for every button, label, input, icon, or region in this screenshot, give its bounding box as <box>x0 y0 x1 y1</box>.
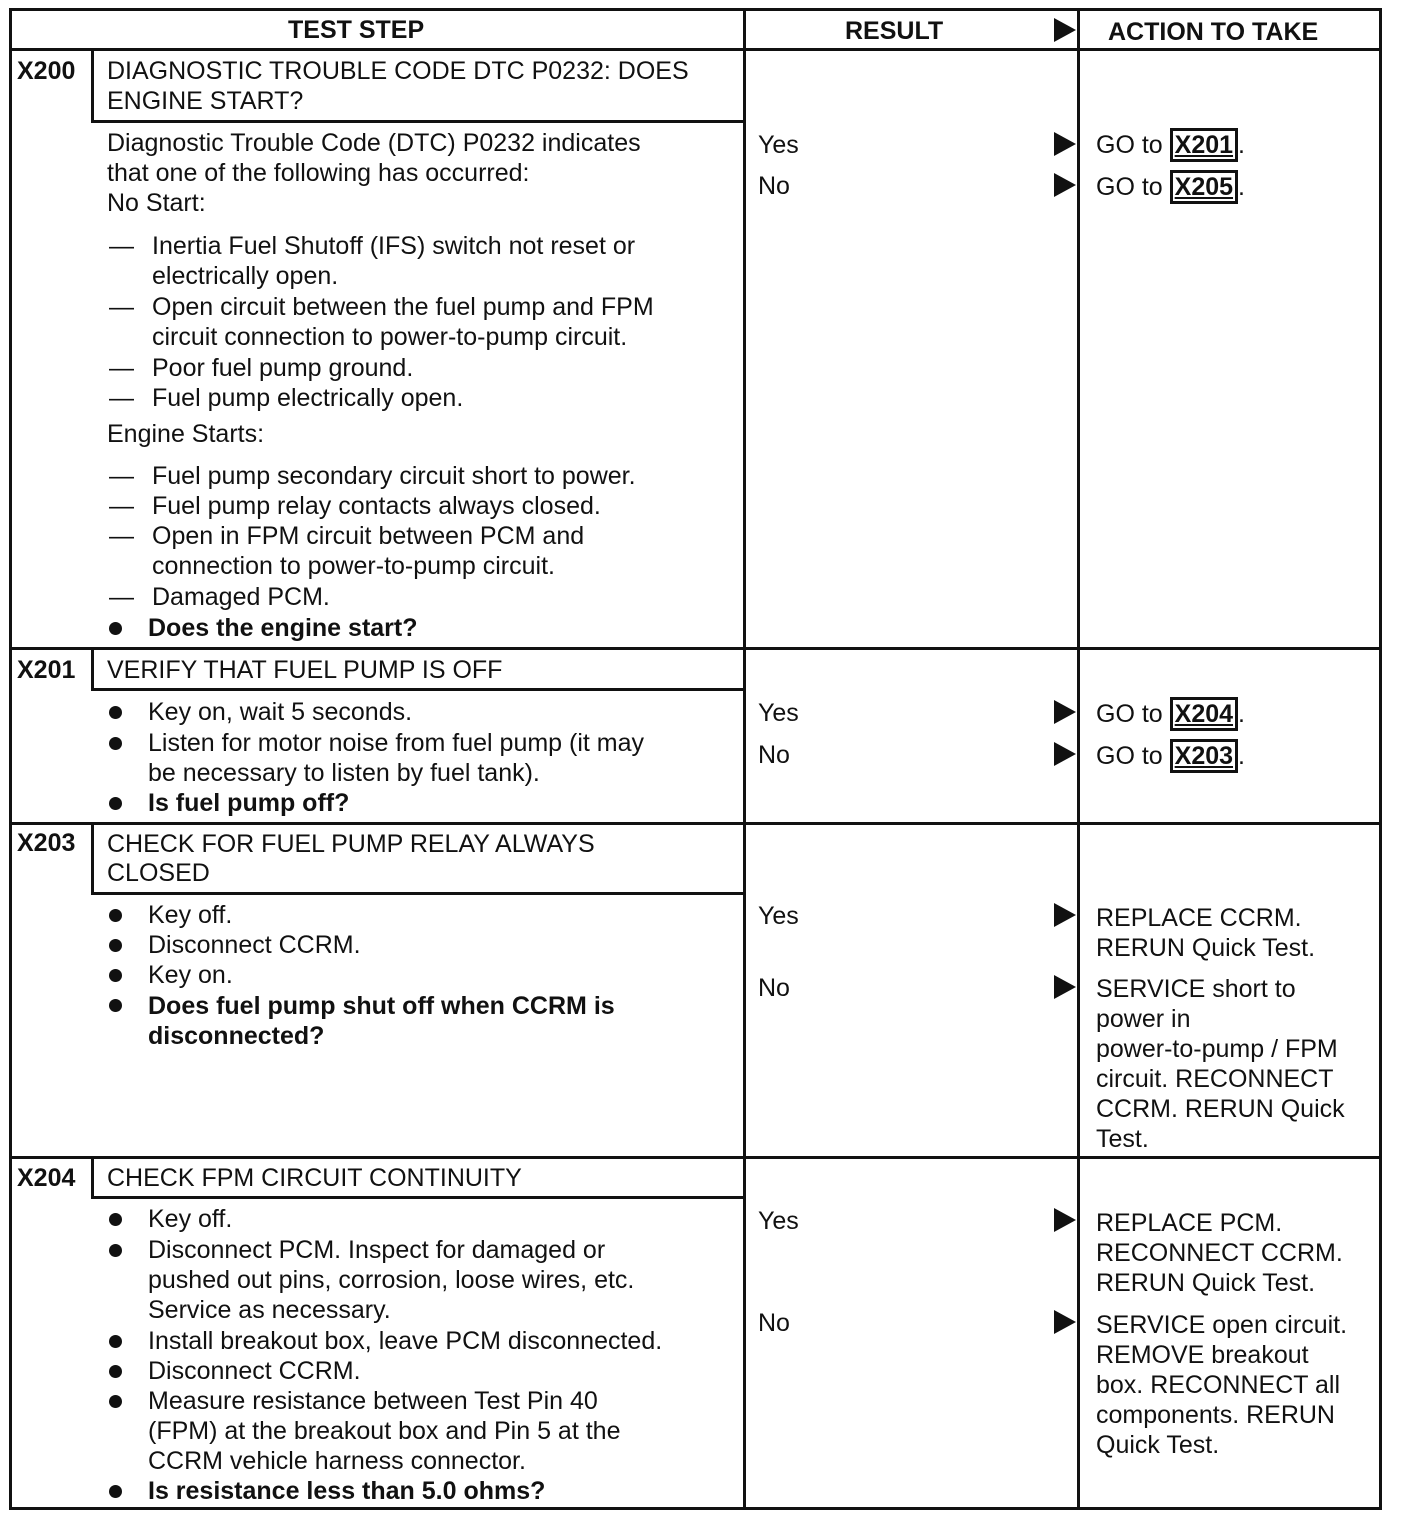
arrow-icon <box>1054 700 1076 724</box>
action-go-to: GO to X204 . <box>1096 699 1245 729</box>
list-item: connection to power-to-pump circuit. <box>152 552 555 580</box>
bullet-icon <box>109 1244 122 1257</box>
dash-icon: — <box>109 354 134 382</box>
dash-icon: — <box>109 462 134 490</box>
list-item: electrically open. <box>152 262 339 290</box>
list-item: Install breakout box, leave PCM disconnected. <box>148 1327 663 1355</box>
list-item: Service as necessary. <box>148 1296 391 1324</box>
action-text: SERVICE short to <box>1096 975 1296 1003</box>
action-text: SERVICE open circuit. <box>1096 1311 1348 1339</box>
action-go-to: GO to X201 . <box>1096 130 1245 160</box>
table-border-left <box>9 8 12 1510</box>
step-title: CLOSED <box>107 859 210 887</box>
column-divider-test-result <box>743 8 746 1510</box>
step-title: DIAGNOSTIC TROUBLE CODE DTC P0232: DOES <box>107 57 689 85</box>
section-divider <box>9 822 1382 825</box>
list-item: Key on. <box>148 961 233 989</box>
header-result: RESULT <box>845 17 944 45</box>
step-question: Does fuel pump shut off when CCRM is <box>148 992 615 1020</box>
step-link-x203[interactable]: X203 <box>1170 739 1238 773</box>
section-divider <box>9 647 1382 650</box>
bullet-icon <box>109 1365 122 1378</box>
step-intro: No Start: <box>107 189 206 217</box>
arrow-icon <box>1054 1310 1076 1334</box>
dash-icon: — <box>109 583 134 611</box>
step-link-x205[interactable]: X205 <box>1170 170 1238 204</box>
bullet-icon <box>109 969 122 982</box>
table-border-top <box>9 8 1382 11</box>
step-question: Does the engine start? <box>148 614 418 642</box>
result-label: No <box>758 974 790 1002</box>
code-divider <box>91 824 94 894</box>
list-item: circuit connection to power-to-pump circuit. <box>152 323 628 351</box>
title-divider <box>91 1196 746 1199</box>
result-label: No <box>758 172 790 200</box>
result-label: Yes <box>758 699 799 727</box>
bullet-icon <box>109 1395 122 1408</box>
arrow-icon <box>1054 132 1076 156</box>
step-intro: that one of the following has occurred: <box>107 159 530 187</box>
action-text: power-to-pump / FPM <box>1096 1035 1338 1063</box>
action-text: REPLACE PCM. <box>1096 1209 1283 1237</box>
bullet-icon <box>109 1213 122 1226</box>
dash-icon: — <box>109 232 134 260</box>
action-text: box. RECONNECT all <box>1096 1371 1341 1399</box>
action-text: RERUN Quick Test. <box>1096 1269 1316 1297</box>
action-text: Quick Test. <box>1096 1431 1220 1459</box>
step-title: CHECK FOR FUEL PUMP RELAY ALWAYS <box>107 830 595 858</box>
action-text: circuit. RECONNECT <box>1096 1065 1334 1093</box>
bullet-icon <box>109 1335 122 1348</box>
bullet-icon <box>109 706 122 719</box>
list-item: Measure resistance between Test Pin 40 <box>148 1387 598 1415</box>
action-text: components. RERUN <box>1096 1401 1335 1429</box>
step-link-x201[interactable]: X201 <box>1170 128 1238 162</box>
list-item: CCRM vehicle harness connector. <box>148 1447 526 1475</box>
action-text: REMOVE breakout <box>1096 1341 1309 1369</box>
step-code: X201 <box>17 656 76 684</box>
arrow-icon <box>1054 903 1076 927</box>
column-divider-result-action <box>1077 8 1080 1510</box>
list-item: pushed out pins, corrosion, loose wires, etc. <box>148 1266 635 1294</box>
dash-icon: — <box>109 384 134 412</box>
list-item: Fuel pump electrically open. <box>152 384 464 412</box>
list-item: Open in FPM circuit between PCM and <box>152 522 585 550</box>
list-item: Poor fuel pump ground. <box>152 354 414 382</box>
list-item: Disconnect CCRM. <box>148 1357 361 1385</box>
step-question: disconnected? <box>148 1022 325 1050</box>
dash-icon: — <box>109 492 134 520</box>
dash-icon: — <box>109 522 134 550</box>
section-divider <box>9 1156 1382 1159</box>
list-item: Disconnect CCRM. <box>148 931 361 959</box>
list-item: Damaged PCM. <box>152 583 330 611</box>
bullet-icon <box>109 737 122 750</box>
result-label: Yes <box>758 131 799 159</box>
arrow-icon <box>1054 1208 1076 1232</box>
bullet-icon <box>109 939 122 952</box>
bullet-icon <box>109 1485 122 1498</box>
result-label: No <box>758 741 790 769</box>
arrow-icon <box>1054 173 1076 197</box>
list-item: (FPM) at the breakout box and Pin 5 at the <box>148 1417 621 1445</box>
step-title: VERIFY THAT FUEL PUMP IS OFF <box>107 656 503 684</box>
bullet-icon <box>109 909 122 922</box>
list-item: Disconnect PCM. Inspect for damaged or <box>148 1236 606 1264</box>
table-border-right <box>1379 8 1382 1510</box>
action-text: RERUN Quick Test. <box>1096 934 1316 962</box>
step-code: X203 <box>17 829 76 857</box>
code-divider <box>91 1158 94 1198</box>
list-item: Open circuit between the fuel pump and FPM <box>152 293 654 321</box>
list-item: Inertia Fuel Shutoff (IFS) switch not reset or <box>152 232 636 260</box>
action-text: REPLACE CCRM. <box>1096 904 1302 932</box>
step-code: X200 <box>17 57 76 85</box>
title-divider <box>91 688 746 691</box>
title-divider <box>91 892 746 895</box>
list-item: Key off. <box>148 901 233 929</box>
list-item: Fuel pump relay contacts always closed. <box>152 492 601 520</box>
bullet-icon <box>109 797 122 810</box>
action-text: Test. <box>1096 1125 1149 1153</box>
arrow-icon <box>1054 975 1076 999</box>
dash-icon: — <box>109 293 134 321</box>
list-item: Key off. <box>148 1205 233 1233</box>
bullet-icon <box>109 622 122 635</box>
action-text: power in <box>1096 1005 1191 1033</box>
engine-starts-label: Engine Starts: <box>107 420 265 448</box>
list-item: Listen for motor noise from fuel pump (it may <box>148 729 645 757</box>
step-question: Is fuel pump off? <box>148 789 350 817</box>
result-label: No <box>758 1309 790 1337</box>
list-item: Fuel pump secondary circuit short to power. <box>152 462 636 490</box>
step-intro: Diagnostic Trouble Code (DTC) P0232 indicates <box>107 129 641 157</box>
arrow-icon <box>1054 742 1076 766</box>
step-title: ENGINE START? <box>107 87 304 115</box>
header-arrow-icon <box>1054 18 1076 42</box>
step-question: Is resistance less than 5.0 ohms? <box>148 1477 546 1505</box>
list-item: be necessary to listen by fuel tank). <box>148 759 540 787</box>
header-divider <box>9 48 1382 51</box>
title-divider <box>91 120 746 123</box>
header-action: ACTION TO TAKE <box>1108 18 1319 46</box>
bullet-icon <box>109 999 122 1012</box>
table-border-bottom <box>9 1507 1382 1510</box>
code-divider <box>91 50 94 122</box>
action-go-to: GO to X205 . <box>1096 172 1245 202</box>
action-text: RECONNECT CCRM. <box>1096 1239 1343 1267</box>
action-text: CCRM. RERUN Quick <box>1096 1095 1345 1123</box>
list-item: Key on, wait 5 seconds. <box>148 698 413 726</box>
code-divider <box>91 650 94 690</box>
action-go-to: GO to X203 . <box>1096 741 1245 771</box>
result-label: Yes <box>758 902 799 930</box>
result-label: Yes <box>758 1207 799 1235</box>
step-title: CHECK FPM CIRCUIT CONTINUITY <box>107 1164 522 1192</box>
step-code: X204 <box>17 1164 76 1192</box>
step-link-x204[interactable]: X204 <box>1170 697 1238 731</box>
header-test-step: TEST STEP <box>288 16 425 44</box>
